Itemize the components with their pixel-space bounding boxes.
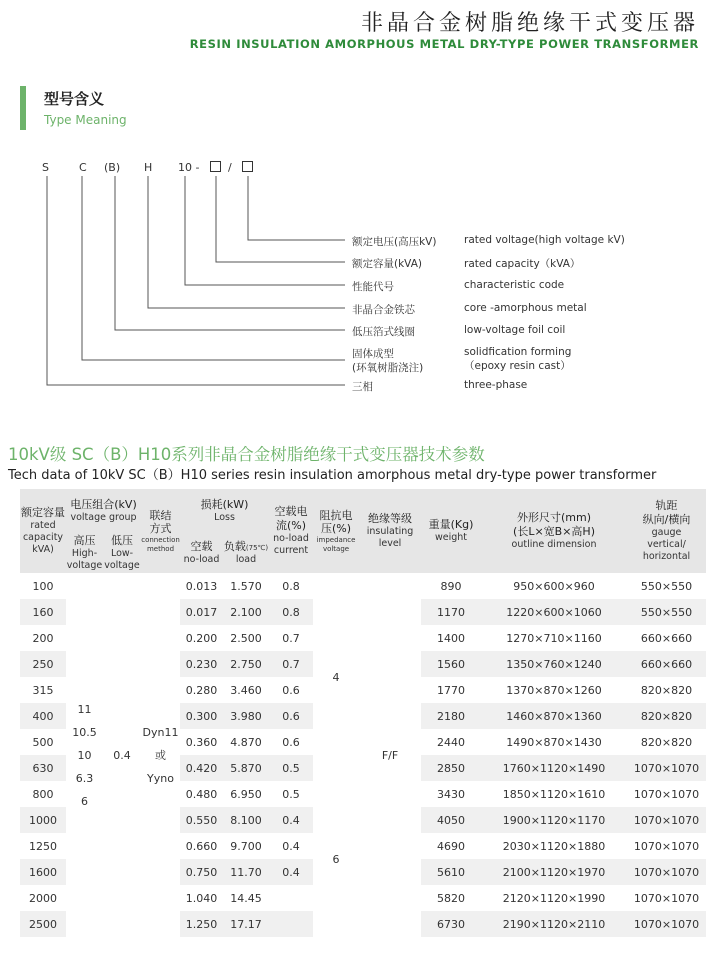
- meaning-label-en: low-voltage foil coil: [464, 324, 566, 336]
- cell-load-loss: 3.460: [230, 683, 262, 697]
- cell-capacity: 1250: [29, 839, 57, 853]
- header-low-voltage: 低压 Low- voltage: [103, 533, 141, 573]
- cell-noload-current: 0.6: [269, 703, 313, 729]
- cell-gauge: 1070×1070: [627, 859, 706, 885]
- header-noload-loss: 空载 no-load: [180, 533, 223, 573]
- cell-noload-current: 0.8: [269, 599, 313, 625]
- code-char-h: H: [144, 161, 153, 174]
- code-char-10: 10 -: [178, 161, 200, 174]
- cell-gauge: 660×660: [640, 631, 693, 645]
- leader-line-three-phase: [47, 176, 345, 385]
- cell-weight: 6730: [421, 911, 481, 937]
- connection-value: 或: [155, 748, 167, 762]
- cell-capacity: 1000: [20, 807, 66, 833]
- cell-capacity: 800: [32, 787, 54, 801]
- high-voltage-value: 10.5: [72, 725, 97, 739]
- cell-capacity: 630: [20, 755, 66, 781]
- cell-noload-current: 0.4: [269, 807, 313, 833]
- cell-capacity: 250: [20, 651, 66, 677]
- connection-value: Yyno: [147, 771, 174, 785]
- cell-weight: 2180: [421, 703, 481, 729]
- cell-dimension: 2030×1120×1880: [502, 839, 606, 853]
- cell-gauge: 1070×1070: [633, 891, 700, 905]
- code-char-b: (B): [104, 161, 121, 174]
- tech-data-title: 10kV级 SC（B）H10系列非晶合金树脂绝缘干式变压器技术参数: [8, 445, 485, 464]
- cell-dimension: 1270×710×1160: [506, 631, 602, 645]
- page-subtitle: RESIN INSULATION AMORPHOUS METAL DRY-TYPE POWER TRANSFORMER: [189, 37, 699, 51]
- code-char-c: C: [79, 161, 87, 174]
- cell-gauge: 1070×1070: [627, 911, 706, 937]
- cell-weight: 1400: [437, 631, 466, 645]
- cell-load-loss: 2.500: [230, 631, 262, 645]
- page-title: 非晶合金树脂绝缘干式变压器: [360, 11, 699, 36]
- spec-table: [20, 489, 706, 937]
- meaning-label-en-note: （epoxy resin cast）: [464, 360, 571, 372]
- cell-load-loss: 4.870: [230, 735, 262, 749]
- cell-capacity: 400: [20, 703, 66, 729]
- cell-noload-current: 0.7: [269, 651, 313, 677]
- cell-dimension: 2190×1120×2110: [481, 911, 627, 937]
- cell-capacity: 2000: [29, 891, 57, 905]
- cell-gauge: 550×550: [640, 579, 693, 593]
- cell-noload-current: 0.6: [282, 683, 300, 697]
- cell-weight: 5610: [421, 859, 481, 885]
- cell-gauge: 1070×1070: [627, 807, 706, 833]
- cell-noload-current: 0.5: [282, 787, 300, 801]
- cell-dimension: 950×600×960: [513, 579, 595, 593]
- header-dimension: 外形尺寸(mm) (长L×宽B×高H) outline dimension: [481, 489, 627, 573]
- cell-capacity: 200: [32, 631, 54, 645]
- header-impedance: 阻抗电 压(%) impedance voltage: [313, 489, 359, 573]
- cell-dimension: 1760×1120×1490: [481, 755, 627, 781]
- cell-noload-loss: 0.480: [185, 787, 218, 801]
- cell-load-loss: 6.950: [230, 787, 262, 801]
- cell-load-loss: 14.45: [230, 891, 262, 905]
- header-voltage-group: 电压组合(kV) voltage group: [66, 489, 141, 533]
- cell-noload-current: [269, 911, 313, 937]
- header-insulation: 绝缘等级 insulating level: [359, 489, 421, 573]
- cell-noload-loss: 0.230: [180, 651, 223, 677]
- cell-low-voltage: 0.4: [103, 573, 141, 937]
- cell-noload-loss: 0.013: [185, 579, 218, 593]
- leader-line-rated-capacity: [216, 176, 345, 262]
- cell-noload-loss: 0.420: [180, 755, 223, 781]
- leader-line-foil-coil: [115, 176, 345, 330]
- cell-load-loss: 2.750: [223, 651, 269, 677]
- cell-noload-current: 0.8: [282, 579, 300, 593]
- cell-noload-loss: 0.660: [185, 839, 218, 853]
- cell-gauge: 1070×1070: [627, 755, 706, 781]
- cell-noload-loss: 0.360: [185, 735, 218, 749]
- cell-noload-loss: 0.300: [180, 703, 223, 729]
- cell-noload-current: 0.7: [282, 631, 300, 645]
- cell-high-voltage: [66, 573, 103, 937]
- cell-load-loss: 2.100: [223, 599, 269, 625]
- cell-noload-current: [269, 885, 313, 911]
- cell-dimension: 1490×870×1430: [506, 735, 602, 749]
- cell-dimension: 1900×1120×1170: [481, 807, 627, 833]
- cell-weight: 4690: [437, 839, 466, 853]
- cell-load-loss: 9.700: [230, 839, 262, 853]
- cell-gauge: 820×820: [627, 703, 706, 729]
- leader-line-characteristic-code: [185, 176, 345, 285]
- meaning-label-en: core -amorphous metal: [464, 302, 587, 314]
- cell-dimension: 1460×870×1360: [481, 703, 627, 729]
- cell-capacity: 1600: [20, 859, 66, 885]
- meaning-label-cn-note: (环氧树脂浇注): [352, 362, 424, 374]
- cell-insulation: F/F: [359, 573, 421, 937]
- header-gauge: 轨距 纵向/横向 gauge vertical/ horizontal: [627, 489, 706, 573]
- leader-line-resin-cast: [82, 176, 345, 360]
- cell-noload-current: 0.4: [269, 859, 313, 885]
- cell-dimension: 1370×870×1260: [506, 683, 602, 697]
- header-capacity: 额定容量 rated capacity kVA): [20, 489, 66, 573]
- leader-line-rated-voltage: [248, 176, 345, 240]
- meaning-label-cn: 非晶合金铁芯: [352, 304, 415, 316]
- cell-capacity: 2500: [20, 911, 66, 937]
- high-voltage-value: 11: [77, 702, 92, 716]
- cell-noload-loss: 0.550: [180, 807, 223, 833]
- cell-impedance: 6: [313, 781, 359, 937]
- cell-load-loss: 3.980: [223, 703, 269, 729]
- cell-capacity: 100: [32, 579, 54, 593]
- cell-noload-current: 0.5: [269, 755, 313, 781]
- header-load-loss: 负载(75℃) load: [223, 533, 269, 573]
- cell-connection: [141, 573, 180, 937]
- meaning-label-en: solidfication forming: [464, 346, 572, 358]
- cell-load-loss: 11.70: [223, 859, 269, 885]
- meaning-label-en: rated voltage(high voltage kV): [464, 234, 625, 246]
- cell-weight: 2440: [437, 735, 466, 749]
- cell-dimension: 2100×1120×1970: [481, 859, 627, 885]
- cell-gauge: 820×820: [640, 683, 693, 697]
- high-voltage-value: 6: [81, 794, 88, 808]
- cell-dimension: 2120×1120×1990: [502, 891, 606, 905]
- cell-noload-loss: 1.250: [180, 911, 223, 937]
- cell-gauge: 660×660: [627, 651, 706, 677]
- cell-capacity: 500: [32, 735, 54, 749]
- cell-noload-loss: 1.040: [185, 891, 218, 905]
- cell-impedance: 4: [313, 573, 359, 781]
- cell-noload-loss: 0.200: [185, 631, 218, 645]
- code-char-s: S: [42, 161, 49, 174]
- cell-weight: 3430: [437, 787, 466, 801]
- meaning-label-cn: 性能代号: [352, 281, 394, 293]
- cell-gauge: 1070×1070: [633, 787, 700, 801]
- cell-gauge: 1070×1070: [633, 839, 700, 853]
- cell-noload-loss: 0.750: [180, 859, 223, 885]
- header-high-voltage: 高压 High- voltage: [66, 533, 103, 573]
- cell-noload-current: 0.6: [282, 735, 300, 749]
- cell-gauge: 820×820: [640, 735, 693, 749]
- cell-dimension: 1850×1120×1610: [502, 787, 606, 801]
- cell-weight: 2850: [421, 755, 481, 781]
- header-noload-current: 空载电 流(%) no-load current: [269, 489, 313, 573]
- leader-line-amorphous-core: [148, 176, 345, 308]
- cell-load-loss: 17.17: [223, 911, 269, 937]
- cell-weight: 1560: [421, 651, 481, 677]
- section-title: 型号含义: [44, 90, 105, 108]
- meaning-label-cn: 三相: [352, 381, 373, 393]
- tech-data-subtitle: Tech data of 10kV SC（B）H10 series resin insulation amorphous metal dry-type power transformer: [8, 468, 657, 483]
- meaning-label-en: characteristic code: [464, 279, 565, 291]
- cell-load-loss: 1.570: [230, 579, 262, 593]
- meaning-label-cn: 低压箔式线圈: [352, 326, 415, 338]
- header-loss: 损耗(kW) Loss: [180, 489, 269, 533]
- cell-weight: 1170: [421, 599, 481, 625]
- meaning-label-cn: 额定容量(kVA): [352, 258, 422, 270]
- header-weight: 重量(Kg) weight: [421, 489, 481, 573]
- meaning-label-en: three-phase: [464, 379, 528, 391]
- cell-noload-loss: 0.280: [185, 683, 218, 697]
- high-voltage-value: 6.3: [75, 771, 94, 785]
- cell-capacity: 315: [32, 683, 54, 697]
- cell-capacity: 160: [20, 599, 66, 625]
- meaning-label-cn: 额定电压(高压kV): [352, 236, 437, 248]
- meaning-label-cn: 固体成型: [352, 348, 394, 360]
- cell-weight: 4050: [421, 807, 481, 833]
- cell-load-loss: 8.100: [223, 807, 269, 833]
- cell-dimension: 1350×760×1240: [481, 651, 627, 677]
- cell-gauge: 550×550: [627, 599, 706, 625]
- cell-noload-loss: 0.017: [180, 599, 223, 625]
- cell-weight: 5820: [437, 891, 466, 905]
- header-connection: 联结 方式 connection method: [141, 489, 180, 573]
- cell-weight: 890: [440, 579, 462, 593]
- cell-noload-current: 0.4: [282, 839, 300, 853]
- high-voltage-value: 10: [77, 748, 92, 762]
- meaning-label-en: rated capacity（kVA）: [464, 258, 581, 270]
- code-slash: /: [228, 161, 232, 174]
- cell-load-loss: 5.870: [223, 755, 269, 781]
- cell-dimension: 1220×600×1060: [481, 599, 627, 625]
- connection-value: Dyn11: [142, 725, 179, 739]
- table-row: [20, 573, 706, 599]
- cell-weight: 1770: [437, 683, 466, 697]
- section-subtitle: Type Meaning: [44, 113, 127, 127]
